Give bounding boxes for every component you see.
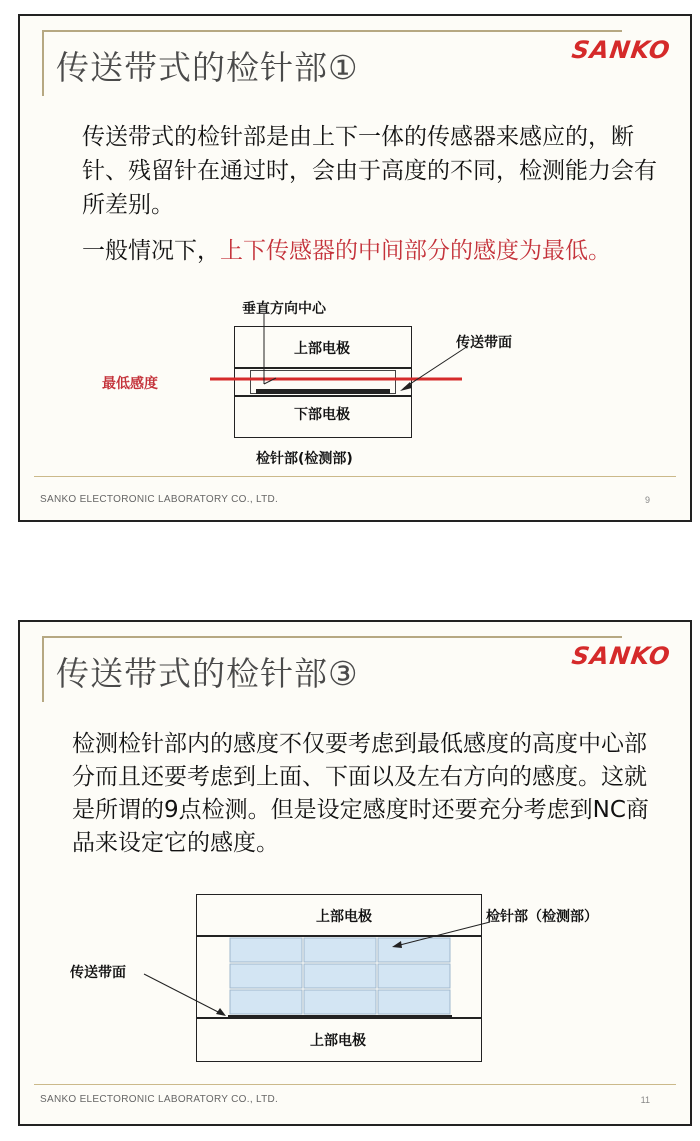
belt-surface-label: 传送带面 [70,965,126,981]
diagram-1-lines [20,16,690,516]
detection-section-label: 检针部（检测部） [486,909,598,925]
lowest-sensitivity-label: 最低感度 [102,376,158,392]
grid-cell-5 [304,964,376,988]
vertical-center-label: 垂直方向中心 [242,301,326,317]
paragraph-1: 传送带式的检针部是由上下一体的传感器来感应的，断针、残留针在通过时，会由于高度的不同，检测能力会有所差别。 [82,124,657,218]
grid-cell-7 [230,990,302,1014]
slide-1 [18,14,692,522]
sanko-logo: SANKO [569,36,672,64]
grid-cell-9 [378,990,450,1014]
grid-cell-4 [230,964,302,988]
paragraph: 检测检针部内的感度不仅要考虑到最低感度的高度中心部分而且还要考虑到上面、下面以及左右方向的感度。这就是所谓的9点检测。但是设定感度时还要充分考虑到NC商品来设定它的感度。 [72,731,649,856]
conveyor-belt-1 [256,389,390,394]
paragraph-2-highlight: 上下传感器的中间部分的感度为最低。 [220,238,611,264]
nine-point-grid [230,938,450,1014]
lower-electrode-label: 下部电极 [294,407,350,423]
paragraph-2-prefix: 一般情况下， [82,238,220,264]
footer-rule [34,1084,676,1085]
footer-rule [34,476,676,477]
page-number: 9 [644,495,650,505]
slide-title: 传送带式的检针部① [56,48,359,87]
slide-title: 传送带式的检针部③ [56,654,359,693]
page-number: 11 [640,1095,650,1105]
grid-cell-2 [304,938,376,962]
slide-2 [18,620,692,1126]
footer-company: SANKO ELECTORONIC LABORATORY CO., LTD. [40,494,279,505]
belt-surface-pointer [404,346,468,388]
upper-electrode-label: 上部电极 [294,341,350,357]
conveyor-belt-2 [228,1015,452,1019]
belt-surface-arrowhead [400,382,412,391]
belt-surface-arrowhead [216,1008,226,1016]
grid-cell-8 [304,990,376,1014]
sanko-logo: SANKO [569,642,672,670]
belt-surface-label: 传送带面 [456,335,512,351]
upper-electrode-label: 上部电极 [316,909,372,925]
lower-electrode-label: 上部电极 [310,1033,366,1049]
grid-cell-1 [230,938,302,962]
detection-section-label: 检针部(检测部) [256,451,353,467]
belt-surface-pointer [144,974,222,1014]
footer-company: SANKO ELECTORONIC LABORATORY CO., LTD. [40,1094,279,1105]
diagram-2-lines [20,622,690,1122]
grid-cell-6 [378,964,450,988]
